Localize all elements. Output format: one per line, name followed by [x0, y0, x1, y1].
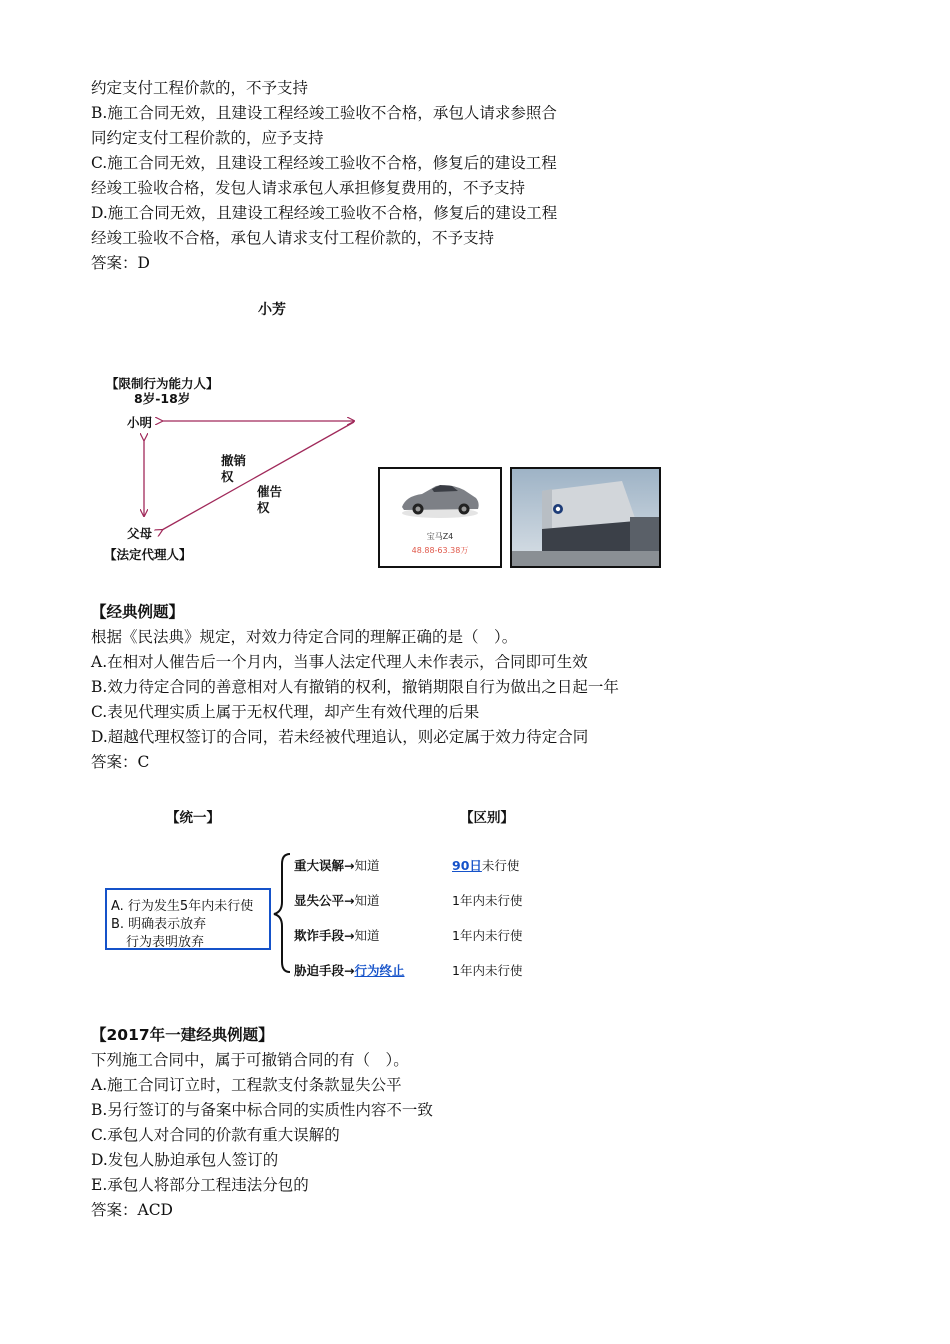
arrow-parents-xiaofang: [162, 422, 354, 530]
urge-right-label: 催告: [257, 484, 283, 499]
q1-answer: 答案：D: [91, 254, 150, 272]
example-1-option: B.效力待定合同的善意相对人有撤销的权利，撤销期限自行为做出之日起一年: [91, 678, 619, 696]
age-range-label: 8岁-18岁: [134, 391, 191, 406]
q1-line: B.施工合同无效，且建设工程经竣工验收不合格，承包人请求参照合: [91, 104, 557, 122]
parents-label: 父母: [127, 526, 153, 541]
car-image-card: [378, 467, 502, 568]
q1-line: 经竣工验收不合格，承包人请求支付工程价款的，不予支持: [91, 229, 495, 247]
example-2-option: A.施工合同订立时，工程款支付条款显失公平: [91, 1076, 402, 1094]
q1-line: 经竣工验收合格，发包人请求承包人承担修复费用的，不予支持: [91, 179, 526, 197]
building-icon: [512, 469, 659, 566]
difference-text: 1年内未行使: [452, 963, 523, 978]
cause-label: 欺诈手段: [294, 928, 345, 943]
cause-row: [294, 856, 380, 874]
difference-row: [452, 856, 519, 874]
example-2-option: C.承包人对合同的价款有重大误解的: [91, 1126, 340, 1144]
example-2-option: E.承包人将部分工程违法分包的: [91, 1176, 309, 1194]
arrow-icon: →: [344, 858, 355, 873]
q1-line: 约定支付工程价款的，不予支持: [91, 79, 309, 97]
termination-link: 行为终止: [354, 963, 405, 978]
q1-line: C.施工合同无效，且建设工程经竣工验收不合格，修复后的建设工程: [91, 154, 557, 172]
unify-title: 【统一】: [166, 810, 220, 826]
example-2-option: D.发包人胁迫承包人签订的: [91, 1151, 279, 1169]
unify-item: A. 行为发生5年内未行使: [111, 899, 254, 914]
difference-text: 未行使: [481, 858, 520, 873]
example-2-answer: 答案：ACD: [91, 1201, 173, 1219]
example-2-option: B.另行签订的与备案中标合同的实质性内容不一致: [91, 1101, 433, 1119]
cause-row: [294, 961, 405, 979]
example-1-option: A.在相对人催告后一个月内，当事人法定代理人未作表示，合同即可生效: [91, 653, 588, 671]
unify-item: B. 明确表示放弃: [111, 917, 207, 932]
example-2-stem: 下列施工合同中，属于可撤销合同的有（ ）。: [91, 1051, 409, 1069]
diagram-title: 小芳: [258, 302, 286, 318]
xiaoming-label: 小明: [127, 415, 153, 430]
cause-label: 显失公平: [294, 893, 345, 908]
example-1-option: D.超越代理权签订的合同，若未经被代理追认，则必定属于效力待定合同: [91, 728, 589, 746]
dealership-image: [510, 467, 661, 568]
arrow-icon: →: [344, 928, 355, 943]
curly-brace: [270, 848, 294, 978]
example-1-answer: 答案：C: [91, 753, 150, 771]
unify-box: [105, 888, 271, 950]
car-price: 48.88-63.38万: [411, 546, 469, 555]
cause-label: 重大误解: [294, 858, 345, 873]
difference-text: 1年内未行使: [452, 893, 523, 908]
revoke-right-label: 权: [221, 469, 234, 484]
urge-right-label: 权: [257, 500, 270, 515]
arrow-icon: →: [344, 893, 355, 908]
car-name: 宝马Z4: [426, 532, 454, 541]
revoke-right-label: 撤销: [221, 453, 247, 468]
cause-label: 胁迫手段: [294, 963, 345, 978]
difference-title: 【区别】: [460, 810, 514, 826]
example-1-option: C.表见代理实质上属于无权代理，却产生有效代理的后果: [91, 703, 480, 721]
trigger-label: 知道: [354, 893, 380, 908]
difference-text: 1年内未行使: [452, 928, 523, 943]
example-1-stem: 根据《民法典》规定，对效力待定合同的理解正确的是（ ）。: [91, 628, 518, 646]
q1-line: 同约定支付工程价款的，应予支持: [91, 129, 324, 147]
example-2-heading: 【2017年一建经典例题】: [91, 1026, 274, 1044]
legal-rep-label: 【法定代理人】: [104, 547, 192, 562]
limited-capacity-label: 【限制行为能力人】: [106, 376, 219, 391]
ninety-days-link: 90日: [452, 858, 482, 873]
trigger-label: 知道: [354, 858, 380, 873]
arrow-icon: →: [344, 963, 355, 978]
cause-row: [294, 926, 380, 944]
trigger-label: 知道: [354, 928, 380, 943]
unify-item: 行为表明放弃: [126, 935, 205, 950]
example-1-heading: 【经典例题】: [91, 603, 185, 621]
q1-line: D.施工合同无效，且建设工程经竣工验收不合格，修复后的建设工程: [91, 204, 558, 222]
cause-row: [294, 891, 380, 909]
